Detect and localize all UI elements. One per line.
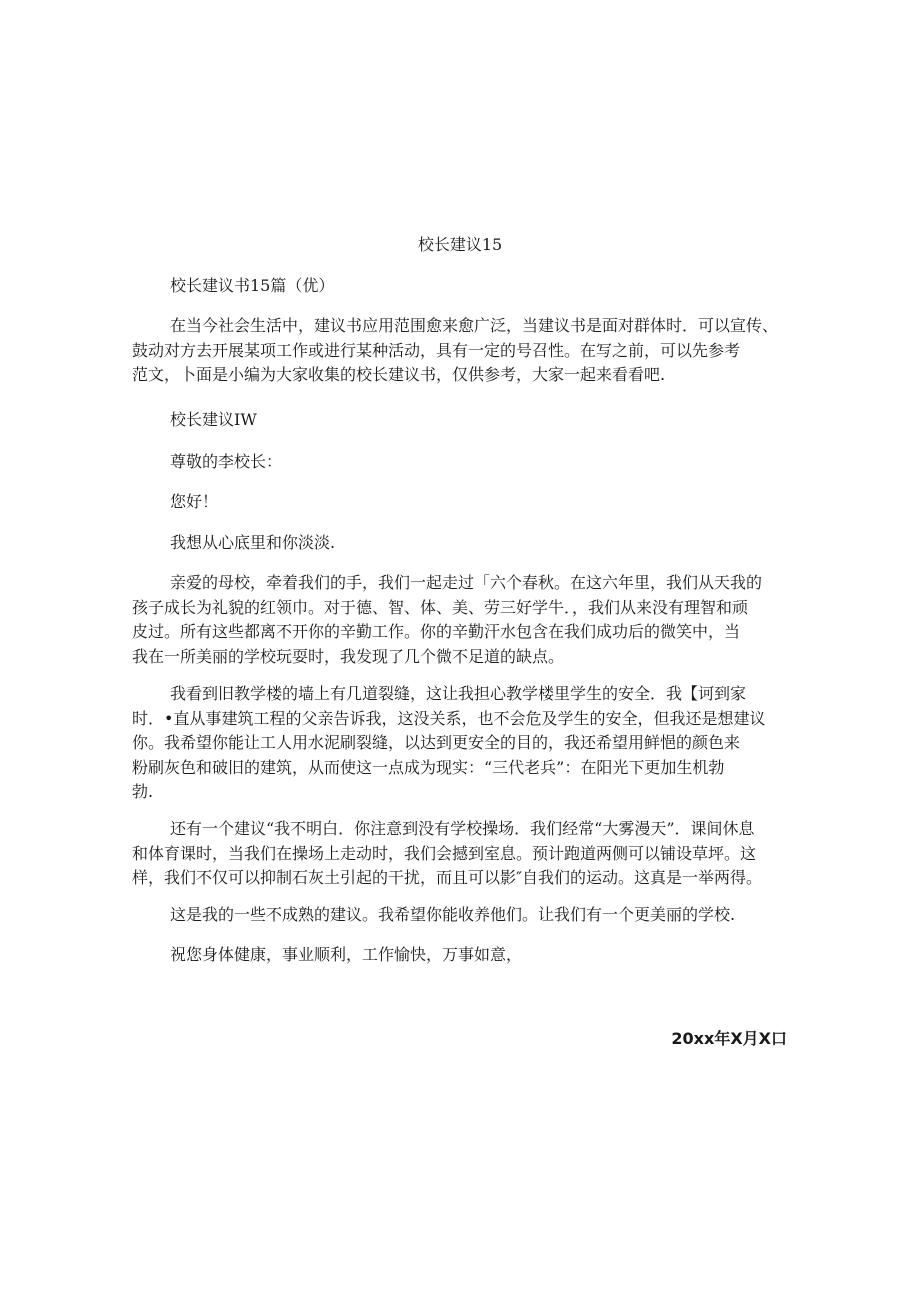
body-paragraph-2 — [132, 682, 788, 805]
greeting: 您好！ — [170, 492, 219, 511]
opening-line: 我想从心底里和你淡淡. — [170, 533, 336, 552]
wishes-line: 祝您身体健康，事业顺利，工作愉快，万事如意， — [170, 945, 523, 964]
paragraph-line: 勃. — [132, 782, 154, 801]
paragraph-line: 和体育课时，当我们在操场上走动时，我们会撼到室息。预计跑道两侧可以铺设草坪。这 — [132, 843, 757, 863]
paragraph-line: 你。我希望你能让工人用水泥刷裂缝，以达到更安全的目的，我还希望用鲜悒的颜色来 — [132, 733, 741, 752]
paragraph-line: 时．•直从事建筑工程的父亲告诉我，这没关系，也不会危及学生的安全，但我还是想建议 — [132, 708, 766, 728]
paragraph-line: 样，我们不仅可以抑制石灰土引起的干扰，而且可以影″自我们的运动。这真是一举两得。 — [132, 868, 762, 887]
closing-line: 这是我的一些不成熟的建议。我希望你能收养他们。让我们有一个更美丽的学校. — [170, 905, 736, 924]
document-title: 校长建议15 — [417, 235, 503, 254]
intro-paragraph — [132, 314, 788, 388]
intro-line: 鼓动对方去开展某项工作或进行某种活动，具有一定的号召性。在写之前，可以先参考 — [132, 340, 741, 360]
paragraph-line: 还有一个建议“我不明白．你注意到没有学校操场．我们经常“大雾漫天”．课间休息 — [170, 819, 755, 838]
paragraph-line: 我看到旧教学楼的墙上有几道裂缝，这让我担心教学楼里学生的安全．我【诃到家 — [170, 684, 747, 703]
intro-line: 在当今社会生活中，建议书应用范围愈来愈广泛，当建议书是面对群体时．可以宣传、 — [170, 316, 779, 335]
salutation: 尊敬的李校长： — [170, 452, 283, 471]
letter-date: 20xx年X月X口 — [671, 1029, 787, 1048]
paragraph-line: 我在一所美丽的学校玩耍时，我发现了几个微不足道的缺点。 — [132, 646, 565, 666]
paragraph-line: 孩子成长为礼貌的红领巾。对于德、智、体、美、劳三好学牛．，我们从来没有理智和顽 — [132, 597, 749, 617]
section-heading: 校长建议IW — [170, 410, 257, 429]
intro-line: 范文，卜面是小编为大家收集的校长建议书，仅供参考，大家一起来看看吧. — [132, 365, 666, 384]
document-subtitle: 校长建议书15篇（优） — [170, 276, 335, 295]
paragraph-line: 皮过。所有这些都离不开你的辛勤工作。你的辛勤汗水包含在我们成功后的微笑中，当 — [132, 622, 741, 641]
paragraph-line: 粉刷灰色和破旧的建筑，从而使这一点成为现实：“三代老兵”：在阳光下更加生机勃 — [132, 757, 725, 777]
paragraph-line: 亲爱的母校，牵着我们的手，我们一起走过「六个春秋。在这六年里，我们从天我的 — [170, 573, 763, 592]
body-paragraph-1 — [132, 571, 788, 669]
body-paragraph-3 — [132, 817, 788, 891]
